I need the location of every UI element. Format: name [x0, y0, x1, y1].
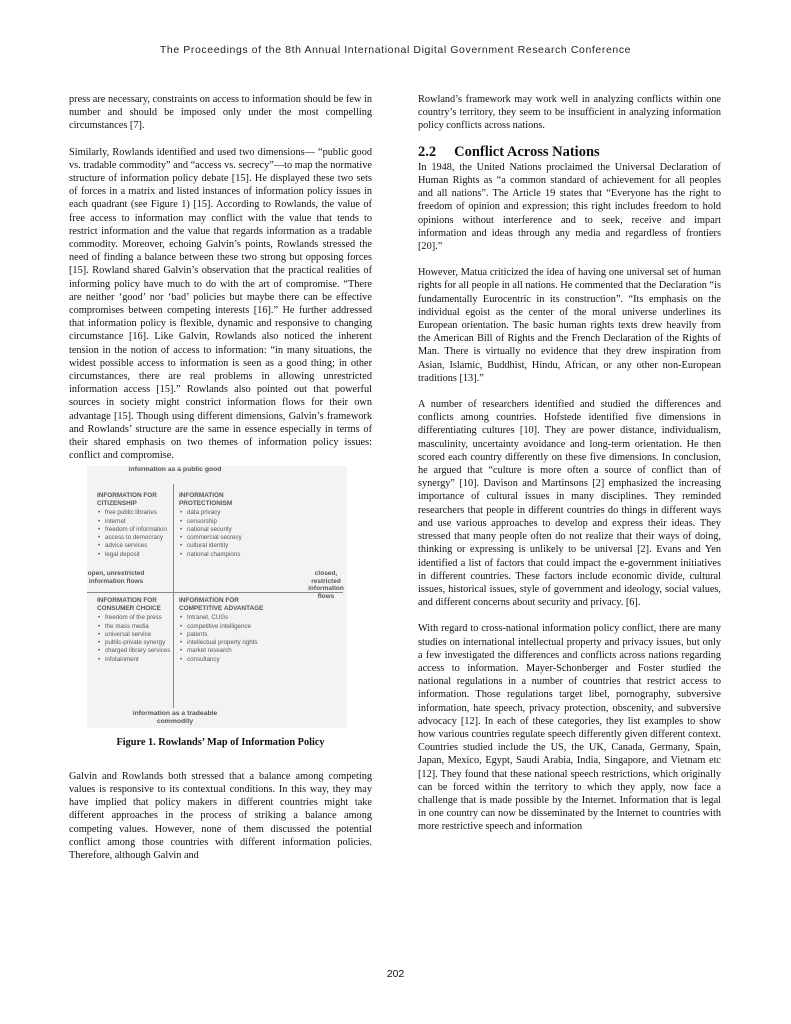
paragraph: However, Matua criticized the idea of having one universal set of human rights for all people in all nations. He commented that the Declaration “is fundamentally Eurocentric in its construction”. “Its emphasis on the individual egoist as the center of the moral universe underlines its European orientation. The basic human rights texts drew heavily from the American Bill of Rights and the French Declaration of the Rights of Man. There is virtually no evidence that they drew inspiration from Asian, Islamic, Buddhist, Hindu, African, or any other non-European traditions [13].” — [418, 267, 721, 384]
quadrant-item: • patents — [187, 631, 274, 639]
right-column — [418, 93, 721, 847]
figure-information-policy-map — [87, 466, 347, 728]
quadrant-citizenship — [97, 492, 172, 558]
page-number: 202 — [386, 968, 405, 980]
quadrant-item: • competitive intelligence — [187, 623, 274, 631]
quadrant-consumer-choice — [97, 597, 172, 663]
quadrant-item: • national security — [187, 526, 269, 534]
paragraph: press are necessary, constraints on access to information should be few in number and should be imposed only under the most compelling circumstances [7]. — [69, 94, 372, 132]
quadrant-item: • freedom of the press — [105, 614, 172, 622]
paragraph: Rowland’s framework may work well in analyzing conflicts within one country’s territory, they seem to be insufficient in analyzing information policy conflicts across nations. — [418, 94, 721, 132]
quadrant-item: • commercial secrecy — [187, 534, 269, 542]
quadrant-item: • access to democracy — [105, 534, 172, 542]
quadrant-item: • Intranet, CUGs — [187, 614, 274, 622]
quadrant-competitive-advantage — [179, 597, 274, 663]
quadrant-item: • internet — [105, 518, 172, 526]
quadrant-item: • consultancy — [187, 656, 274, 664]
paragraph: A number of researchers identified and studied the differences and conflicts among countries. Hofstede identified five dimensions in differentiating cultures [10]. They are power distance, individualism, masculinity, uncertainty avoidance and long-term orientation. He then scored each country differently on these five dimensions. In conclusion, he argued that “culture is more often a source of conflict than of synergy” [10]. Davison and Martinsons [2] emphasized the increasing importance of cultural issues in many disciplines. They reminded researchers that people in different countries do things in different ways and use various approaches to develop and express their ideas. They stressed that many people often do not realize that their ways of doing, thinking or expressing is unlikely to be universal [2]. Evans and Yen identified a list of factors that could impact the e-government initiatives in different countries. These factors include economic divide, cultural issues, historical issues, style of government and ideology, social values, and different concerns about security and privacy. [6]. — [418, 399, 721, 609]
left-column — [69, 93, 372, 875]
quadrant-item: • intellectual property rights — [187, 639, 274, 647]
quadrant-title: INFORMATION FOR CITIZENSHIP — [97, 492, 157, 507]
quadrant-item: • freedom of information — [105, 526, 172, 534]
figure-caption: Figure 1. Rowlands’ Map of Information Policy — [116, 737, 325, 749]
quadrant-item: • legal deposit — [105, 551, 172, 559]
quadrant-item: • market research — [187, 647, 274, 655]
running-header: The Proceedings of the 8th Annual International Digital Government Research Conference — [159, 44, 632, 56]
paragraph: Galvin and Rowlands both stressed that a balance among competing values is responsive to its contextual conditions. In this way, they may have implied that policy makers in different countries might take different approaches in the process of striking a balance among competing values. However, none of them discussed the potential conflict among those countries with different information policies. Therefore, although Galvin and — [69, 770, 372, 861]
quadrant-item: • national champions — [187, 551, 269, 559]
section-title: Conflict Across Nations — [454, 143, 600, 160]
paragraph: In 1948, the United Nations proclaimed the Universal Declaration of Human Rights as “a common standard of achievement for all peoples and all nations”. The Article 19 states that “Everyone has the right to freedom of opinion and expression; this right includes freedom to hold opinions without interference and to seek, receive and impart information and ideas through any media and regardless of frontiers [20].” — [418, 161, 721, 253]
quadrant-protectionism — [179, 492, 269, 558]
quadrant-title: INFORMATION FOR CONSUMER CHOICE — [97, 597, 161, 612]
quadrant-title: INFORMATION PROTECTIONISM — [179, 492, 233, 507]
quadrant-item: • data privacy — [187, 509, 269, 517]
paragraph: With regard to cross-national information policy conflict, there are many studies on international intellectual property and privacy issues, but only a few investigated the differences and conflicts across nations regarding access to information. Mayer-Schonberger and Foster studied the national regulations in a number of countries that restrict access to information. Those regulations target libel, pornography, subversive information, hate speech, privacy protection, obscenity, and subversive advocacy [12]. In each of these categories, they list examples to show how various countries regulate speech differently given different context. Countries studied include the US, the UK, Canada, Germany, Spain, Japan, Mexico, Egypt, Saudi Arabia, India, Singapore, and Vietnam etc [12]. They found that these national speech restrictions, which originally can be forced within the territory to which they apply, now face a challenge that is made possible by the Internet. Information that is legal in one country can now be disseminated by the Internet to countries with more restrictive speech and information — [418, 623, 721, 833]
quadrant-item: • universal service — [105, 631, 172, 639]
quadrant-item: • cultural identity — [187, 542, 269, 550]
quadrant-title: INFORMATION FOR COMPETITIVE ADVANTAGE — [179, 597, 264, 612]
quadrant-item: • free public libraries — [105, 509, 172, 517]
quadrant-item: • censorship — [187, 518, 269, 526]
figure-bottom-label: information as a tradeable commodity — [132, 710, 218, 726]
figure-left-label: open, unrestricted information flows — [87, 570, 145, 585]
quadrant-item: • advice services — [105, 542, 172, 550]
section-number: 2.2 — [418, 143, 437, 160]
quadrant-item: • public-private synergy — [105, 639, 172, 647]
vertical-axis — [173, 484, 174, 708]
paragraph: Similarly, Rowlands identified and used two dimensions— “public good vs. tradable commodity” and “access vs. secrecy”—to map the normative structure of information policy debate [15]. He displayed these two sets of forces in a matrix and listed instances of information policy issues in each quadrant (see Figure 1) [15]. According to Rowlands, the value of free access to information may conflict with the value that tends to restrict information and the value that regards information as a tradable commodity. Moreover, echoing Galvin’s points, Rowlands stressed the need of finding a balance between these two strong but opposing forces [15]. Rowland shared Galvin’s observation that the practical realities of informing policy have much to do with the art of compromise. “There are neither ‘good’ nor ‘bad’ policies but maybe there can be effective compromises between competing interests [16].” He further addressed that information policy is flexible, dynamic and responsive to changing circumstance [16]. Like Galvin, Rowlands also noticed the inherent tension in the notion of access to information: “in many situations, the widest possible access to information is seen as a good thing; in other circumstances, there are real problems in allowing unrestricted information access [15].” Rowlands also pointed out that powerful sources in society might constrict information flows for their own advantage [15]. Though using different dimensions, Galvin’s framework and Rowlands’ structure are the same in essence especially in terms of their shared emphasis on two themes of information policy issues: conflict and compromise. — [69, 146, 372, 462]
figure-top-label: information as a public good — [128, 466, 222, 474]
section-heading — [418, 143, 721, 160]
quadrant-item: • infotainment — [105, 656, 172, 664]
figure-right-label: closed, restricted information flows — [308, 570, 344, 600]
quadrant-item: • the mass media — [105, 623, 172, 631]
quadrant-item: • charged library services — [105, 647, 172, 655]
